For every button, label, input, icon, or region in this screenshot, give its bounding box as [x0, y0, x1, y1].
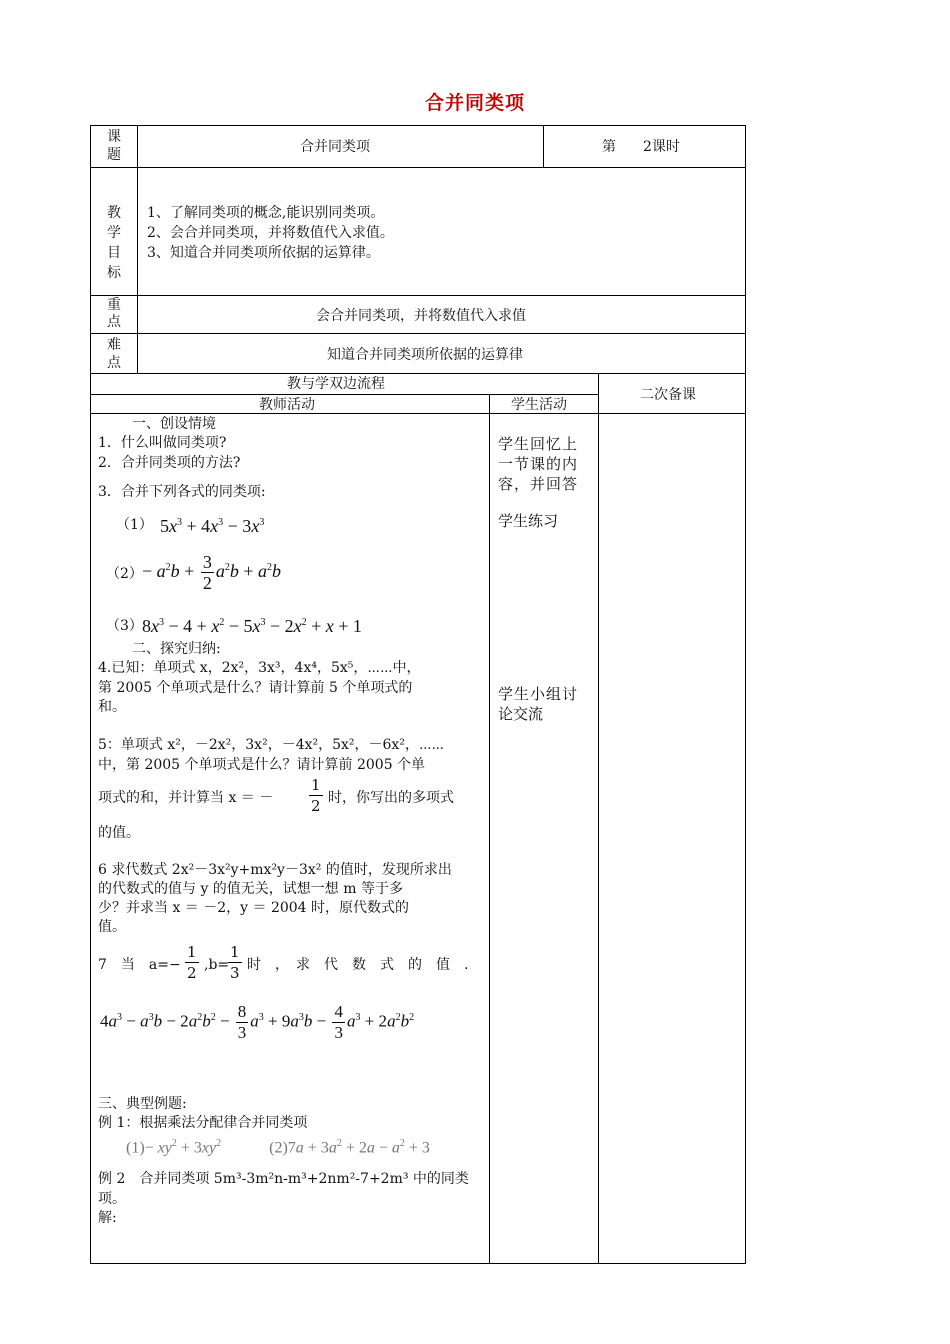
problem-4-line-1: 4.已知：单项式 x，2x²，3x³，4x⁴，5x⁵，⋯⋯中， — [98, 660, 421, 676]
table-line-label-col — [137, 125, 138, 373]
exercise-3-label: （3） — [106, 618, 143, 634]
table-line-lesson-col — [543, 125, 544, 167]
student-activity-2: 学生练习 — [498, 512, 559, 530]
problem-6-line-1: 6 求代数式 2x²－3x²y+mx²y－3x² 的值时，发现所求出 — [98, 862, 452, 878]
problem-4-line-3: 和。 — [98, 699, 126, 715]
section-1-title: 一、创设情境 — [132, 416, 216, 432]
problem-7-part-c: 时 ， 求 代 数 式 的 值 . — [247, 957, 469, 973]
example-2-line-2: 项。 — [98, 1191, 126, 1207]
problem-5-line-3a: 项式的和，并计算当 x ＝ － — [98, 790, 274, 806]
table-line-key — [90, 333, 746, 334]
student-activity-1-line-2: 一节课的内 — [498, 455, 579, 473]
goal-item-3: 3、知道合并同类项所依据的运算律。 — [147, 245, 380, 261]
table-border-left — [90, 125, 91, 1264]
problem-5-line-2: 中，第 2005 个单项式是什么？请计算前 2005 个单 — [98, 757, 426, 773]
exercise-2-formula: − $a^2b$ + $\frac{3}{2}$ $a^2b + a^2b$ — [142, 552, 281, 594]
question-3: 3．合并下列各式的同类项: — [98, 484, 266, 500]
lesson-value: 2课时 — [643, 139, 680, 155]
table-line-goals — [90, 295, 746, 296]
problem-7-part-b: ,b= — [204, 957, 230, 973]
problem-6-line-3: 少？并求当 x ＝ －2，y ＝ 2004 时，原代数式的 — [98, 900, 410, 916]
key-point-label: 重点 — [107, 297, 121, 330]
question-1: 1．什么叫做同类项? — [98, 435, 227, 451]
example-1: 例 1：根据乘法分配律合并同类项 — [98, 1115, 308, 1131]
example-1-formulas: $(1)- xy^2 + 3xy^2$ $(2)7a + 3a^2 + 2a - a^2 + 3$ — [126, 1138, 430, 1157]
table-line-topic — [90, 167, 746, 168]
example-2-line-1: 例 2 合并同类项 5m³-3m²n-m³+2nm²-7+2m³ 中的同类 — [98, 1171, 469, 1187]
table-line-difficulty — [90, 373, 746, 374]
problem-4-line-2: 第 2005 个单项式是什么？请计算前 5 个单项式的 — [98, 680, 413, 696]
problem-5-line-4: 的值。 — [98, 825, 140, 841]
student-header: 学生活动 — [511, 397, 567, 413]
problem-5-line-3b: 时，你写出的多项式 — [328, 790, 454, 806]
page-title: 合并同类项 — [424, 92, 525, 114]
topic-value: 合并同类项 — [300, 139, 370, 155]
problem-5-fraction: $\frac{1}{2}$ — [311, 776, 321, 815]
teacher-header: 教师活动 — [259, 397, 315, 413]
example-2-line-3: 解: — [98, 1210, 117, 1226]
problem-7-formula: $4a^3 - a^3b - 2a^2b^2$ − $\frac{8}{3}$ $a^3 + 9a^3b$ − $\frac{4}{3}$ $a^3 + 2a^2b^2$ — [100, 1002, 415, 1043]
key-point-value: 会合并同类项，并将数值代入求值 — [316, 308, 526, 324]
problem-7-part-a: 7 当 a=− — [98, 957, 181, 973]
problem-6-line-4: 值。 — [98, 919, 126, 935]
question-2: 2．合并同类项的方法? — [98, 455, 241, 471]
student-activity-1-line-1: 学生回忆上 — [498, 435, 579, 453]
exercise-2-label: （2） — [106, 566, 143, 582]
table-line-student-col — [489, 394, 490, 1264]
difficulty-label: 难点 — [107, 337, 121, 371]
section-3-title: 三、典型例题: — [98, 1096, 187, 1112]
table-border-bottom — [90, 1263, 746, 1264]
goal-item-1: 1、了解同类项的概念,能识别同类项。 — [147, 205, 385, 221]
exercise-1-label: （1） — [116, 517, 153, 533]
prep-header: 二次备课 — [640, 387, 696, 403]
section-2-title: 二、探究归纳: — [132, 641, 221, 657]
topic-label: 课题 — [107, 129, 121, 163]
table-line-prep-col — [598, 373, 599, 1264]
student-activity-1-line-3: 容，并回答 — [498, 475, 579, 493]
goal-item-2: 2、会合并同类项，并将数值代入求值。 — [147, 225, 394, 241]
exercise-3-formula: $8x^3 - 4 + x^2 - 5x^3 - 2x^2 + x + 1$ — [142, 616, 362, 636]
table-border-right — [745, 125, 746, 1264]
problem-5-line-1: 5：单项式 x²，－2x²，3x²，－4x²，5x²，－6x²，⋯⋯ — [98, 737, 445, 753]
exercise-1-formula: $5x^3 + 4x^3 - 3x^3$ — [160, 516, 265, 536]
problem-7-fraction-2: $\frac{1}{3}$ — [230, 943, 240, 982]
student-activity-3-line-1: 学生小组讨 — [498, 685, 579, 703]
table-border-top — [90, 125, 746, 126]
difficulty-value: 知道合并同类项所依据的运算律 — [327, 347, 523, 363]
problem-6-line-2: 的代数式的值与 y 的值无关，试想一想 m 等于多 — [98, 881, 403, 897]
lesson-prefix: 第 — [602, 139, 616, 155]
process-header: 教与学双边流程 — [287, 376, 385, 392]
student-activity-3-line-2: 论交流 — [498, 705, 544, 723]
problem-7-fraction-1: $\frac{1}{2}$ — [187, 943, 197, 982]
goals-label: 教学目标 — [107, 205, 121, 281]
